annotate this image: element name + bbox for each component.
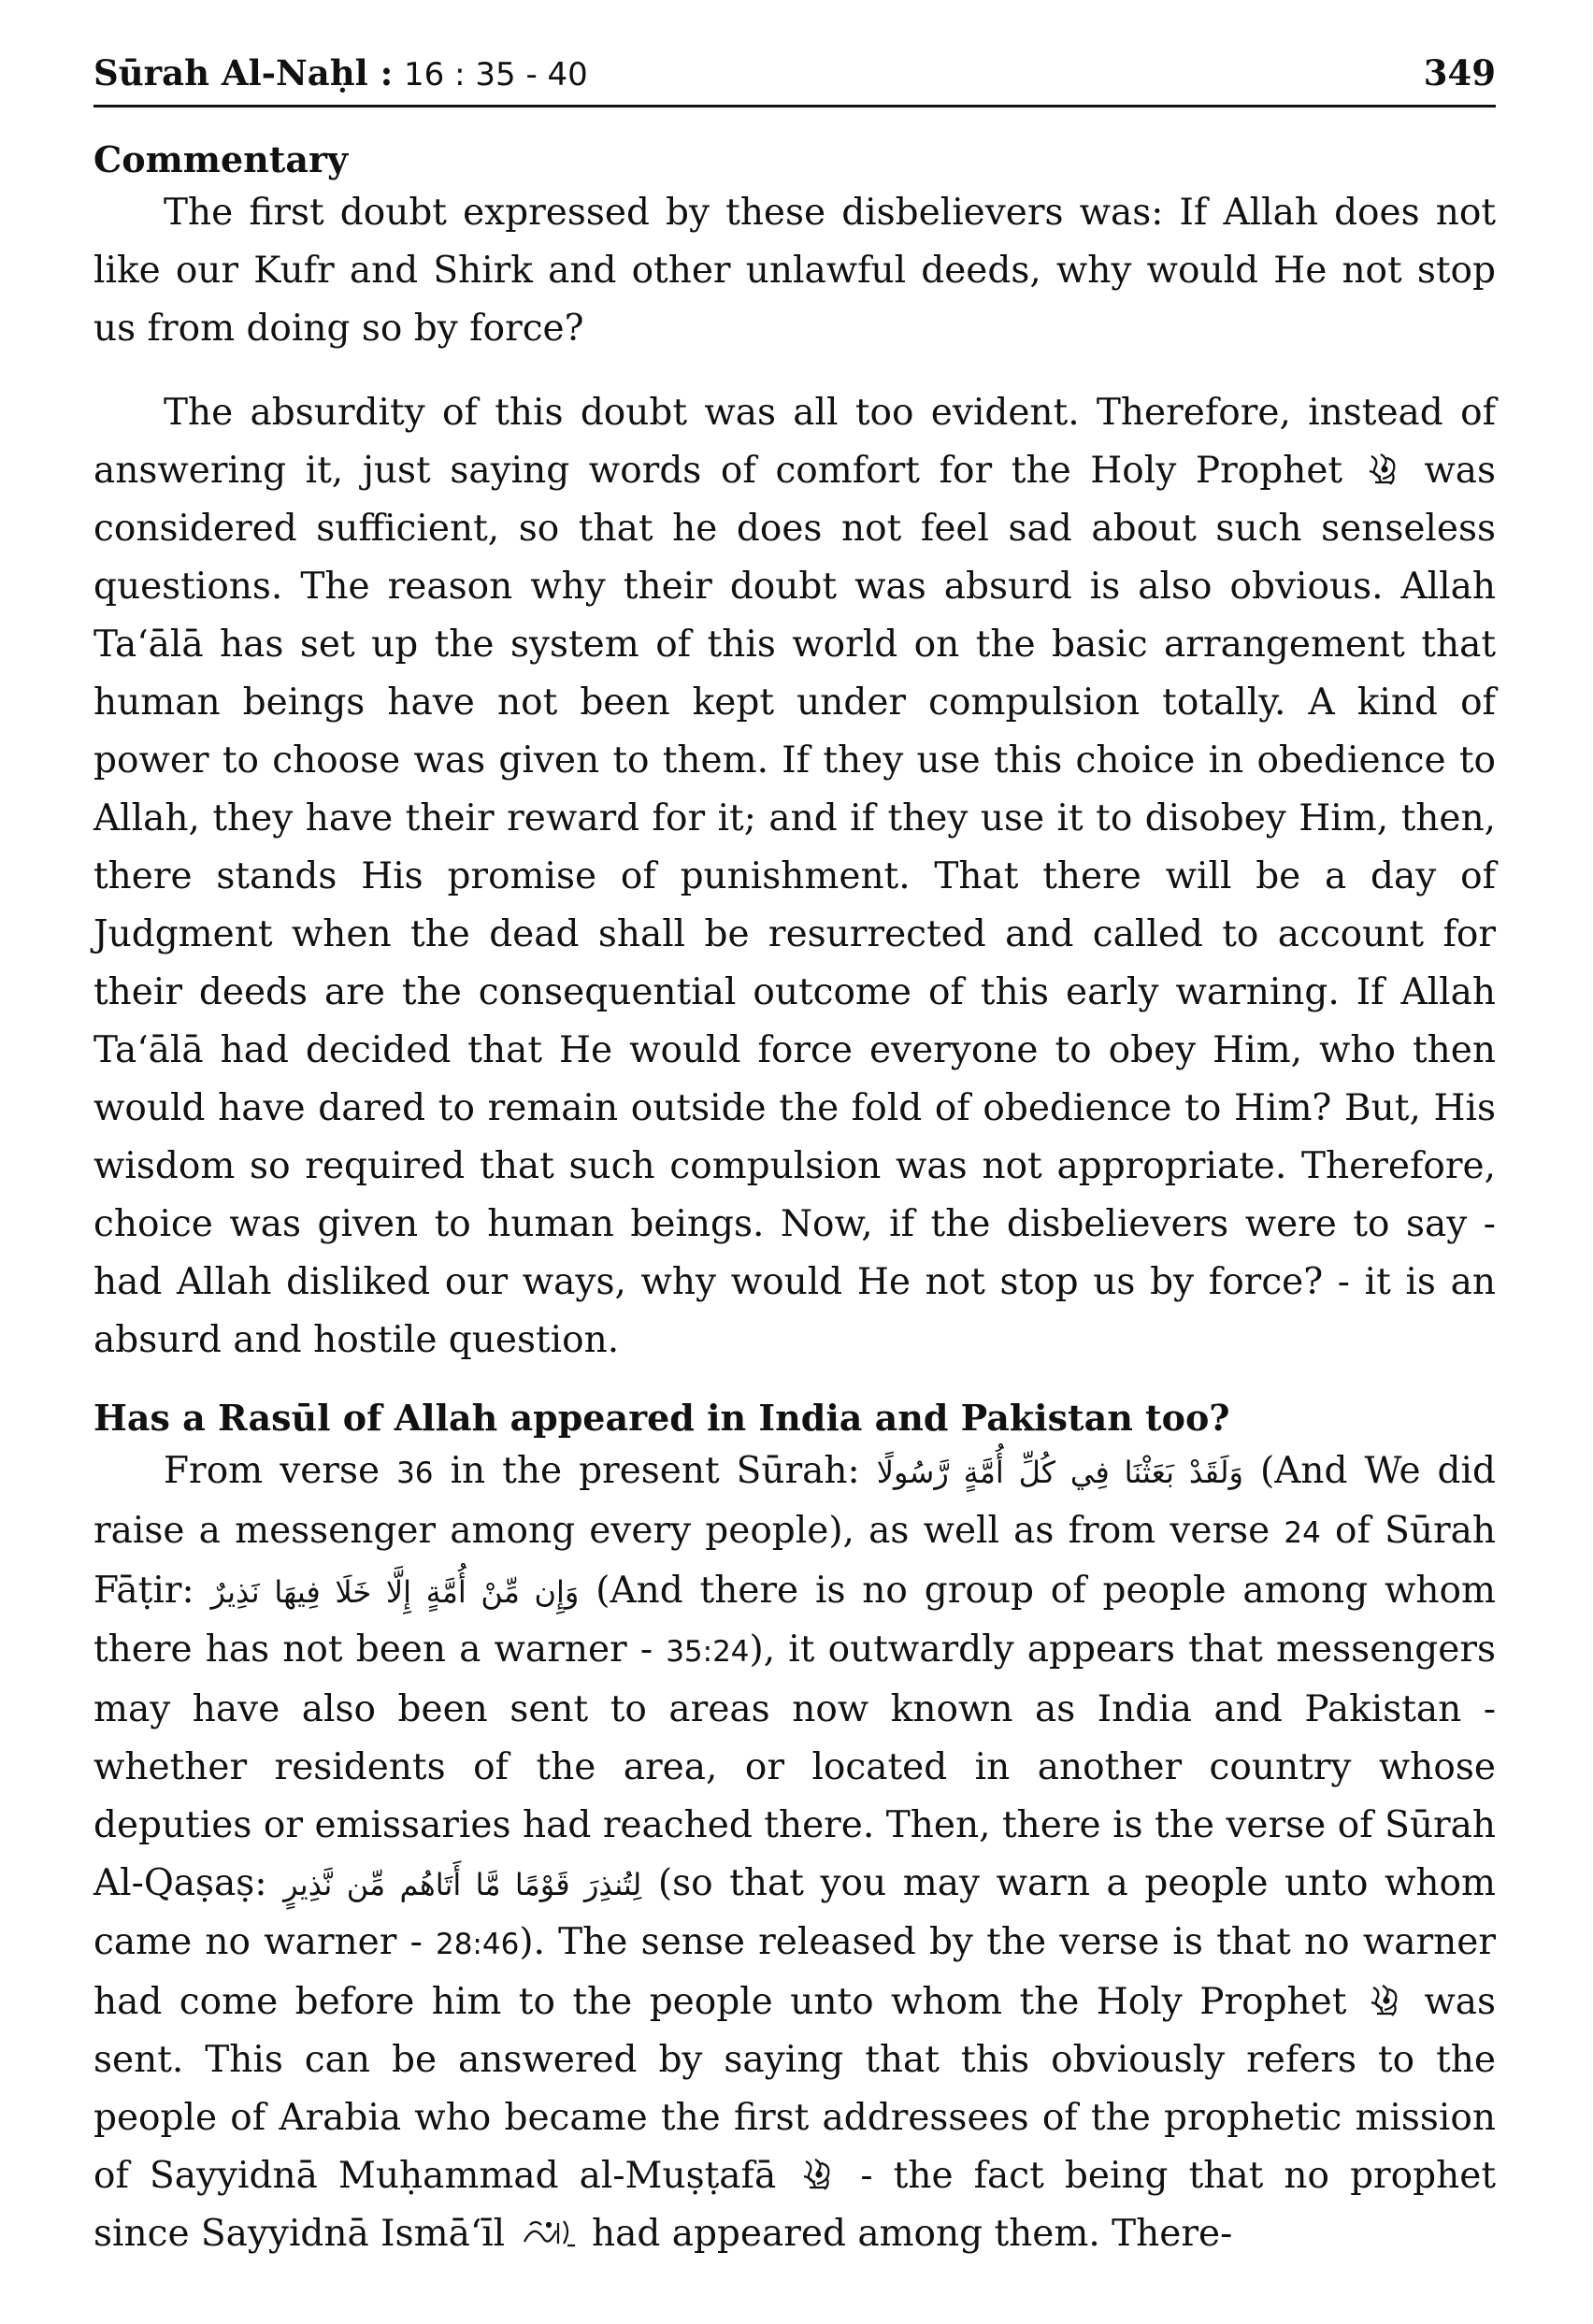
salutation-seal-icon (800, 2156, 836, 2193)
verse-number: 24 (1284, 1516, 1321, 1550)
text-segment: (And We did raise a messenger among every people), as well as from verse (93, 1450, 1496, 1552)
commentary-heading: Commentary (93, 138, 349, 180)
text-segment: (so that you may warn a people unto whom came no warner - (93, 1862, 1496, 1963)
text-segment: From verse (164, 1450, 380, 1492)
arabic-verse: وَإِن مِّنْ أُمَّةٍ إِلَّا خَلَا فِيهَا نَذِيرٌ (210, 1574, 580, 1610)
paragraph-rasul (93, 1442, 1496, 2263)
verse-reference: 28:46 (435, 1928, 520, 1961)
page-number: 349 (1423, 52, 1496, 93)
paragraph-absurdity (93, 384, 1496, 1370)
paragraph-text: The absurdity of this doubt was all too evident. Therefore, instead of answering it, just saying words of comfort for the Holy Prophet (93, 392, 1496, 492)
arabic-verse: وَلَقَدْ بَعَثْنَا فِي كُلِّ أُمَّةٍ رَّسُولًا (876, 1455, 1244, 1490)
page-header (93, 49, 1496, 105)
header-rule (93, 105, 1496, 108)
surah-title: Sūrah Al-Naḥl : (93, 52, 394, 93)
text-segment: was sent. This can be answered by saying that this obviously refers to the people of Arabia who became the first addressees of the prophetic mission of Sayyidnā Muḥammad al-Muṣṭafā (93, 1981, 1496, 2197)
text-segment: ). The sense released by the verse is that no warner had come before him to the people unto whom the Holy Prophet (93, 1921, 1496, 2023)
alayhis-salam-icon (521, 2214, 577, 2251)
running-title (93, 49, 588, 99)
verse-reference: 16 : 35 - 40 (404, 56, 588, 93)
verse-reference: 35:24 (666, 1635, 750, 1669)
salutation-seal-icon (1366, 451, 1401, 488)
paragraph-text-cont: was considered sufficient, so that he does not feel sad about such senseless questions. The reason why their doubt was absurd is also obvious. Allah Ta‘ālā has set up the system of this world on the basic arrangement that human beings have not been kept under compulsion totally. A kind of power to choose was given to them. If they use this choice in obedience to Allah, they have their reward for it; and if they use it to disobey Him, then, there stands His promise of punishment. That there will be a day of Judgment when the dead shall be resurrected and called to account for their deeds are the consequential outcome of this early warning. If Allah Ta‘ālā had decided that He would force everyone to obey Him, who then would have dared to remain outside the fold of obedience to Him? But, His wisdom so required that such compulsion was not appropriate. Therefore, choice was given to human beings. Now, if the disbelievers were to say - had Allah disliked our ways, why would He not stop us by force? - it is an absurd and hostile question. (93, 450, 1496, 1361)
text-segment: in the present Sūrah: (450, 1450, 860, 1492)
verse-number: 36 (396, 1456, 434, 1490)
paragraph-first-doubt: The first doubt expressed by these disbelievers was: If Allah does not like our Kufr and Shirk and other unlawful deeds, why would He not stop us from doing so by force? (93, 192, 1496, 350)
salutation-seal-icon (1368, 1982, 1403, 2019)
text-segment: (And there is no group of people among whom there has not been a warner - (93, 1570, 1496, 1671)
arabic-verse: لِتُنذِرَ قَوْمًا مَّا أَتَاهُم مِّن نَّذِيرٍ (283, 1867, 642, 1902)
page (93, 49, 1496, 2263)
text-segment: of Sūrah Fāṭir: (93, 1510, 1496, 1612)
section-heading-rasul: Has a Rasūl of Allah appeared in India and Pakistan too? (93, 1397, 1230, 1439)
text-segment: had appeared among them. There- (591, 2213, 1233, 2255)
text-segment: ), it outwardly appears that messengers may have also been sent to areas now known as India and Pakistan - whether residents of the area, or located in another country whose deputies or emissaries had reached there. Then, there is the verse of Sūrah Al-Qaṣaṣ: (93, 1628, 1496, 1904)
text-segment: - the fact being that no prophet since Sayyidnā Ismā‘īl (93, 2155, 1496, 2255)
